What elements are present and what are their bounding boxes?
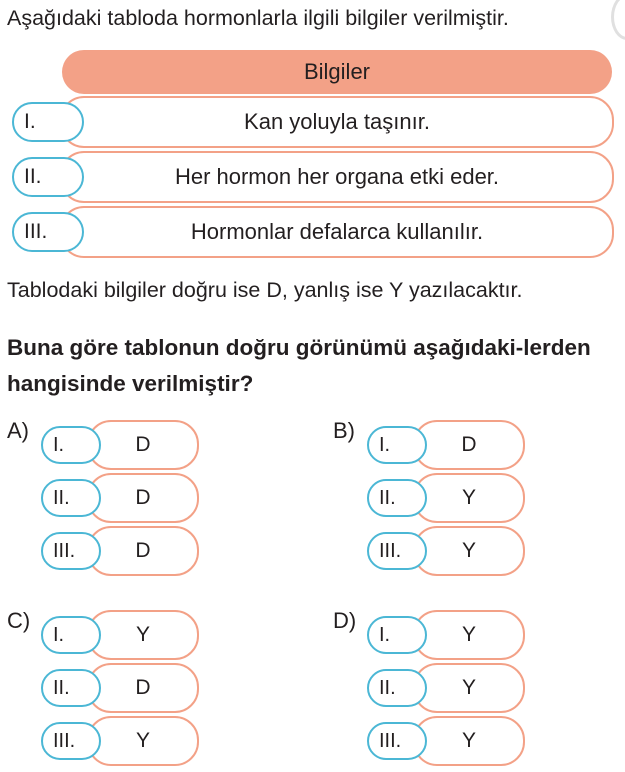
table-header: Bilgiler (62, 50, 612, 94)
option-row (41, 420, 201, 470)
statement-cell: Her hormon her organa etki eder. (60, 151, 614, 203)
statement-cell: Kan yoluyla taşınır. (60, 96, 614, 148)
answer-cell: D (413, 420, 525, 470)
answer-cell: D (87, 420, 199, 470)
answer-cell: D (87, 663, 199, 713)
row-number-label: II. (367, 479, 427, 517)
option-row (367, 663, 527, 713)
answer-cell: Y (87, 716, 199, 766)
table-row (12, 151, 614, 201)
question-text: Buna göre tablonun doğru görünümü aşağıdaki-lerden hangisinde verilmiştir? (7, 335, 591, 396)
option-row (367, 473, 527, 523)
row-number-label: III. (41, 532, 101, 570)
option-row (41, 526, 201, 576)
row-number-label: II. (12, 157, 84, 197)
option-d[interactable] (333, 608, 573, 772)
row-number-label: III. (41, 722, 101, 760)
option-letter: D) (333, 608, 357, 633)
option-row (41, 716, 201, 766)
answer-cell: Y (413, 610, 525, 660)
option-row (367, 610, 527, 660)
option-row (41, 610, 201, 660)
option-row (41, 473, 201, 523)
row-number-label: III. (367, 532, 427, 570)
answer-cell: D (87, 473, 199, 523)
row-number-label: I. (367, 616, 427, 654)
statement-cell: Hormonlar defalarca kullanılır. (60, 206, 614, 258)
option-row (367, 526, 527, 576)
row-number-label: I. (41, 616, 101, 654)
option-row (367, 420, 527, 470)
table-row (12, 96, 614, 146)
answer-cell: Y (413, 663, 525, 713)
row-number-label: I. (367, 426, 427, 464)
answer-cell: Y (413, 716, 525, 766)
row-number-label: II. (41, 479, 101, 517)
answer-cell: Y (87, 610, 199, 660)
answer-cell: Y (413, 473, 525, 523)
row-number-label: I. (41, 426, 101, 464)
row-number-label: II. (41, 669, 101, 707)
instruction-text: Tablodaki bilgiler doğru ise D, yanlış ise Y yazılacaktır. (7, 278, 523, 302)
answer-cell: D (87, 526, 199, 576)
option-a[interactable] (7, 418, 247, 588)
option-row (367, 716, 527, 766)
option-letter: A) (7, 418, 29, 443)
row-number-label: III. (367, 722, 427, 760)
option-c[interactable] (7, 608, 247, 772)
option-row (41, 663, 201, 713)
option-letter: B) (333, 418, 355, 443)
row-number-label: II. (367, 669, 427, 707)
row-number-label: III. (12, 212, 84, 252)
intro-text: Aşağıdaki tabloda hormonlarla ilgili bilgiler verilmiştir. (7, 6, 509, 30)
answer-cell: Y (413, 526, 525, 576)
table-row (12, 206, 614, 256)
row-number-label: I. (12, 102, 84, 142)
option-b[interactable] (333, 418, 573, 588)
option-letter: C) (7, 608, 31, 633)
